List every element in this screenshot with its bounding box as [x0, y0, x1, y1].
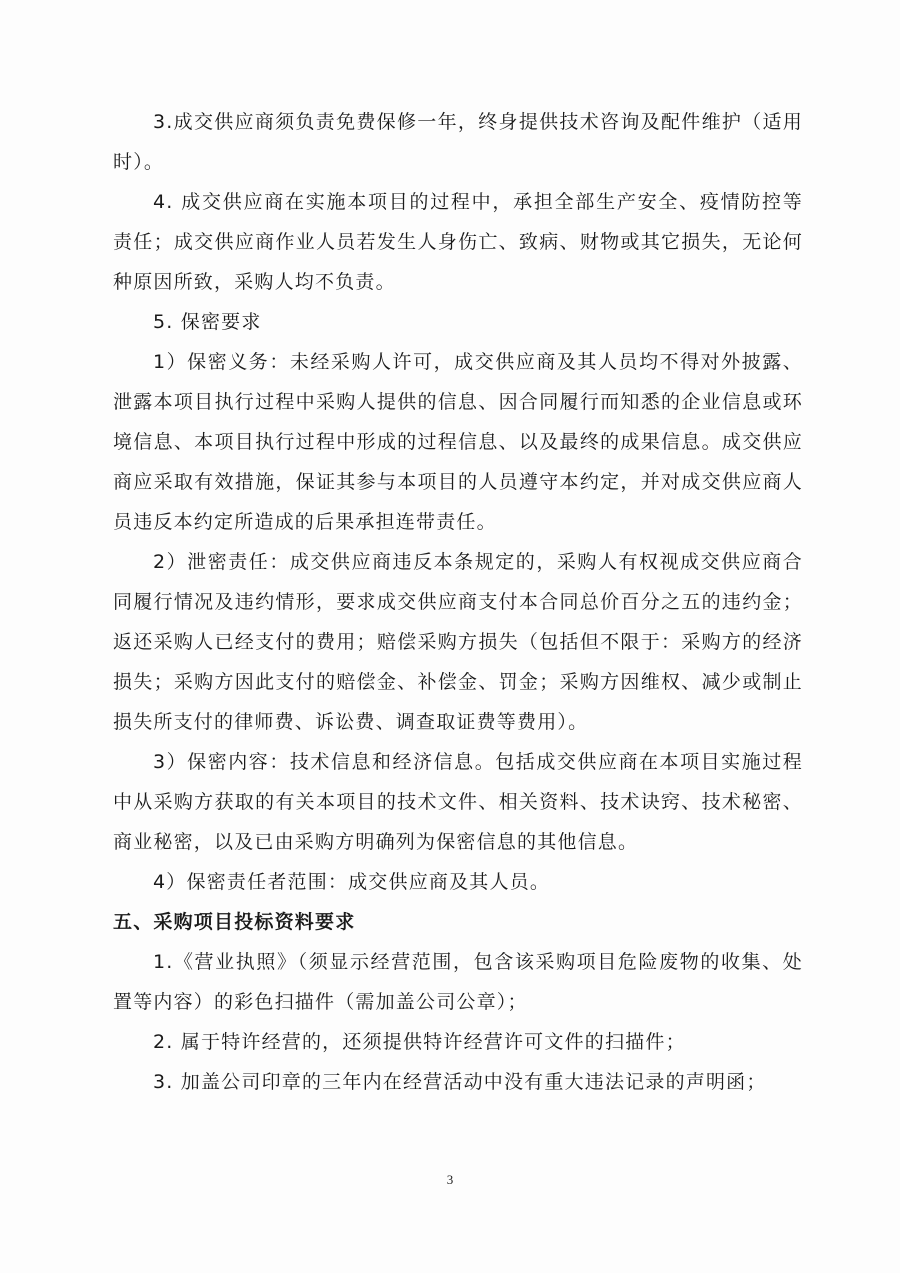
paragraph-confidential-content: 3）保密内容：技术信息和经济信息。包括成交供应商在本项目实施过程中从采购方获取的有关本项目的技术文件、相关资料、技术诀窍、技术秘密、商业秘密，以及已由采购方明确列为保密信息的其他信息。 [113, 751, 803, 853]
paragraph-safety-responsibility: 4. 成交供应商在实施本项目的过程中，承担全部生产安全、疫情防控等责任；成交供应商作业人员若发生人身伤亡、致病、财物或其它损失，无论何种原因所致，采购人均不负责。 [113, 191, 803, 293]
requirement-business-license: 1.《营业执照》（须显示经营范围，包含该采购项目危险废物的收集、处置等内容）的彩色扫描件（需加盖公司公章）； [113, 951, 803, 1013]
requirement-franchise-permit: 2. 属于特许经营的，还须提供特许经营许可文件的扫描件； [153, 1031, 686, 1053]
paragraph-confidentiality-obligation: 1）保密义务：未经采购人许可，成交供应商及其人员均不得对外披露、泄露本项目执行过程中采购人提供的信息、因合同履行而知悉的企业信息或环境信息、本项目执行过程中形成的过程信息、以及最终的成果信息。成交供应商应采取有效措施，保证其参与本项目的人员遵守本约定，并对成交供应商人员违反本约定所造成的后果承担连带责任。 [113, 351, 803, 533]
paragraph-leak-liability: 2）泄密责任：成交供应商违反本条规定的，采购人有权视成交供应商合同履行情况及违约情形，要求成交供应商支付本合同总价百分之五的违约金；返还采购人已经支付的费用；赔偿采购方损失（包括但不限于：采购方的经济损失；采购方因此支付的赔偿金、补偿金、罚金；采购方因维权、减少或制止损失所支付的律师费、诉讼费、调查取证费等费用）。 [113, 551, 803, 733]
page-number: 3 [446, 1172, 454, 1187]
document-body [113, 102, 803, 1102]
requirement-no-violation-statement: 3. 加盖公司印章的三年内在经营活动中没有重大违法记录的声明函； [153, 1071, 767, 1093]
paragraph-warranty: 3.成交供应商须负责免费保修一年，终身提供技术咨询及配件维护（适用时）。 [113, 111, 803, 173]
paragraph-confidential-scope: 4）保密责任者范围：成交供应商及其人员。 [153, 871, 551, 893]
paragraph-confidentiality-title: 5. 保密要求 [153, 311, 262, 333]
section-heading: 五、采购项目投标资料要求 [113, 911, 356, 933]
